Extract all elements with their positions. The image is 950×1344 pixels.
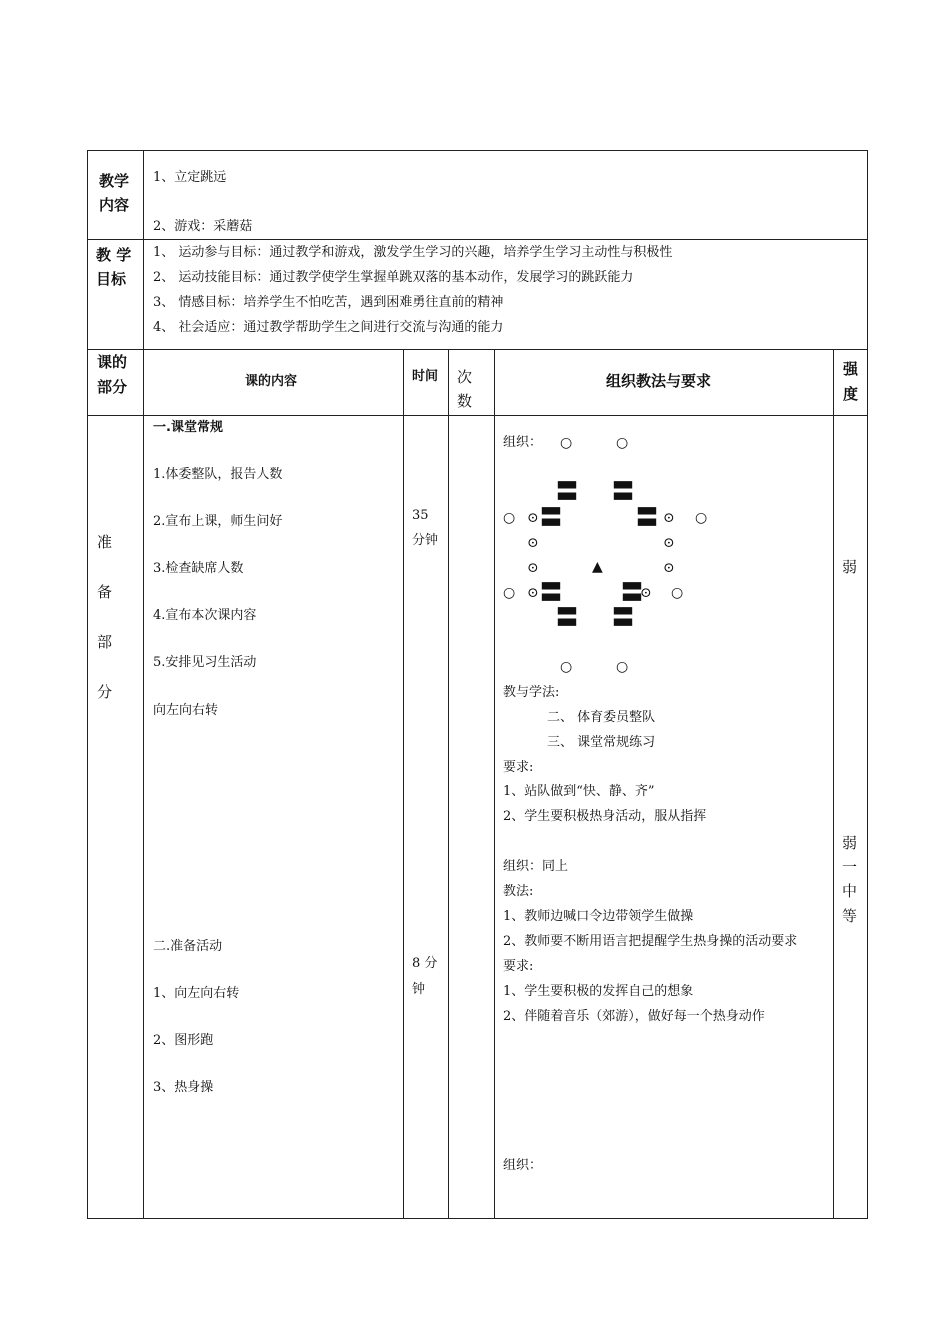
student-dot-icon: ⊙ <box>527 510 539 526</box>
content-line: 2、图形跑 <box>153 1033 214 1048</box>
teach-item: 三、 课堂常规练习 <box>547 735 656 750</box>
content-line: 1.体委整队，报告人数 <box>153 467 283 482</box>
header-intensity-2: 度 <box>843 385 859 403</box>
group-marker-icon: 〓 <box>612 606 635 631</box>
group-marker-icon: 〓 <box>540 581 563 606</box>
req-label: 要求: <box>503 760 534 775</box>
teach-label: 教与学法: <box>503 685 560 700</box>
content-line: 4.宣布本次课内容 <box>153 608 257 623</box>
student-circle-icon: ○ <box>616 435 629 451</box>
org3-label: 组织： <box>503 1158 543 1173</box>
header-time: 时间 <box>412 369 439 384</box>
req2-label: 要求: <box>503 959 534 974</box>
student-dot-icon: ⊙ <box>663 535 675 551</box>
time-value-1b: 分钟 <box>412 533 439 548</box>
content-heading-2: 二.准备活动 <box>153 939 223 954</box>
time-value-2a: 8 分 <box>412 956 438 971</box>
time-value-1a: 35 <box>412 508 429 523</box>
content-item: 1、立定跳远 <box>153 170 227 185</box>
col-divider <box>403 349 404 1219</box>
content-item: 2、游戏：采蘑菇 <box>153 219 253 234</box>
intensity-weak: 弱 <box>842 558 858 576</box>
student-dot-icon: ⊙ <box>527 585 539 601</box>
goal-item: 1、 运动参与目标：通过教学和游戏，激发学生学习的兴趣，培养学生学习主动性与积极性 <box>153 245 673 260</box>
group-marker-icon: 〓 <box>636 506 659 531</box>
student-circle-icon: ○ <box>503 585 516 601</box>
col-divider <box>143 150 144 1219</box>
table-border-bottom <box>87 1218 868 1219</box>
org-label: 组织： <box>503 435 543 450</box>
goal-item: 2、 运动技能目标：通过教学使学生掌握单跳双落的基本动作，发展学习的跳跃能力 <box>153 270 634 285</box>
intensity-char: 弱 <box>842 834 858 852</box>
table-border-top <box>87 150 868 151</box>
content-line: 1、向左向右转 <box>153 986 240 1001</box>
method-item: 2、教师要不断用语言把提醒学生热身操的活动要求 <box>503 934 798 949</box>
col-divider <box>494 349 495 1219</box>
header-content: 课的内容 <box>245 374 298 389</box>
student-dot-icon: ⊙ <box>663 560 675 576</box>
content-line: 3.检查缺席人数 <box>153 561 244 576</box>
student-dot-icon: ⊙ <box>663 510 675 526</box>
req-item: 1、站队做到“快、静、齐” <box>503 784 655 799</box>
header-section-1: 课的 <box>97 353 128 371</box>
intensity-char: 等 <box>842 907 858 925</box>
goals-label-2: 目标 <box>96 270 127 288</box>
goals-label-1: 教 学 <box>96 246 132 264</box>
req2-item: 1、学生要积极的发挥自己的想象 <box>503 984 694 999</box>
col-divider <box>833 349 834 1219</box>
header-intensity-1: 强 <box>843 360 859 378</box>
teacher-triangle-icon: ▲ <box>592 559 603 575</box>
time-value-2b: 钟 <box>412 982 426 997</box>
section-char: 部 <box>97 633 113 651</box>
group-marker-icon: 〓 <box>556 606 579 631</box>
req2-item: 2、伴随着音乐（郊游），做好每一个热身动作 <box>503 1009 765 1024</box>
content-heading-1: 一.课堂常规 <box>153 420 223 435</box>
student-circle-icon: ○ <box>560 435 573 451</box>
student-circle-icon: ○ <box>695 510 708 526</box>
student-dot-icon: ⊙ <box>527 560 539 576</box>
content-line: 5.安排见习生活动 <box>153 655 257 670</box>
org2-text: 组织：同上 <box>503 859 569 874</box>
student-dot-icon: ⊙ <box>640 585 652 601</box>
student-circle-icon: ○ <box>616 659 629 675</box>
lesson-plan-table <box>87 150 868 1219</box>
student-circle-icon: ○ <box>671 585 684 601</box>
student-dot-icon: ⊙ <box>527 535 539 551</box>
group-marker-icon: 〓 <box>540 506 563 531</box>
content-line: 2.宣布上课，师生问好 <box>153 514 283 529</box>
intensity-char: 一 <box>842 858 858 876</box>
goal-item: 4、 社会适应：通过教学帮助学生之间进行交流与沟通的能力 <box>153 320 504 335</box>
header-section-2: 部分 <box>97 378 128 396</box>
req-item: 2、学生要积极热身活动，服从指挥 <box>503 809 707 824</box>
group-marker-icon: 〓 <box>612 480 635 505</box>
method-label: 教法: <box>503 884 534 899</box>
header-count-1: 次 <box>457 368 473 386</box>
content-label-2: 内容 <box>99 196 130 214</box>
row-divider <box>87 239 868 240</box>
method-item: 1、教师边喊口令边带领学生做操 <box>503 909 694 924</box>
table-border-left <box>87 150 88 1219</box>
table-border-right <box>867 150 868 1219</box>
content-line: 3、热身操 <box>153 1080 214 1095</box>
student-circle-icon: ○ <box>503 510 516 526</box>
teach-item: 二、 体育委员整队 <box>547 710 656 725</box>
section-char: 准 <box>97 533 113 551</box>
content-line: 向左向右转 <box>153 703 219 718</box>
header-count-2: 数 <box>457 392 473 410</box>
content-label-1: 教学 <box>99 172 130 190</box>
section-char: 备 <box>97 583 113 601</box>
row-divider <box>87 415 868 416</box>
goal-item: 3、 情感目标：培养学生不怕吃苦，遇到困难勇往直前的精神 <box>153 295 504 310</box>
group-marker-icon: 〓 <box>621 581 644 606</box>
student-circle-icon: ○ <box>560 659 573 675</box>
row-divider <box>87 349 868 350</box>
group-marker-icon: 〓 <box>556 480 579 505</box>
col-divider <box>448 349 449 1219</box>
section-char: 分 <box>97 683 113 701</box>
header-method: 组织教法与要求 <box>606 372 712 390</box>
intensity-char: 中 <box>842 882 858 900</box>
